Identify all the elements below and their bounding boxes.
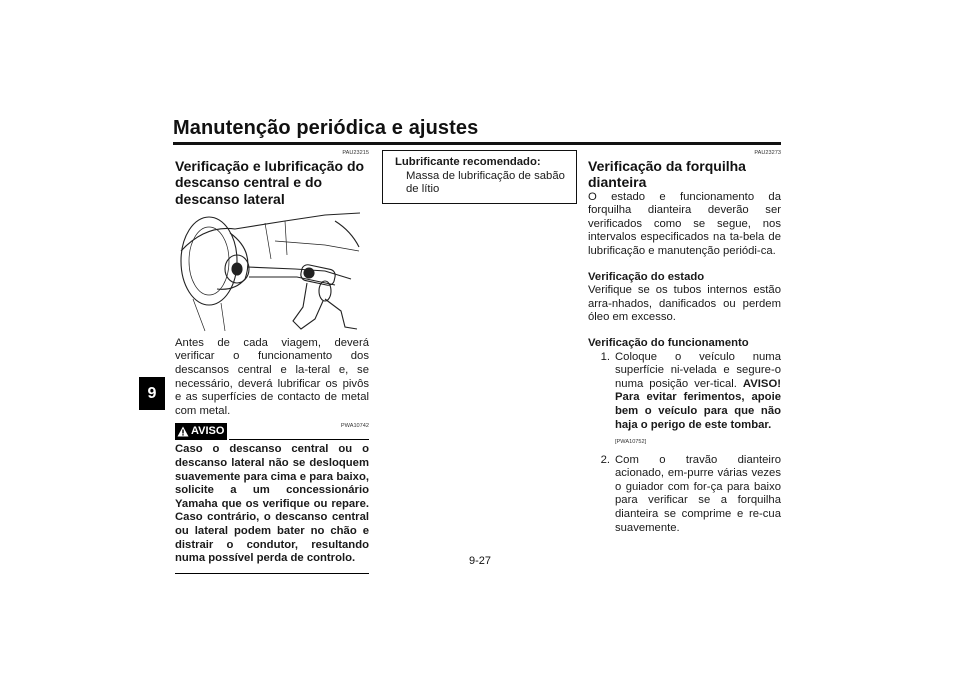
rear-wheel-drawing [181,217,237,305]
step-number: 2. [600,453,610,466]
section-heading-stands: Verificação e lubrificação do descanso central e do descanso lateral [175,158,365,207]
section-ref-code: PAU23215 [342,150,369,156]
list-item [588,351,781,450]
aviso-badge [175,423,227,440]
state-check-text: Verifique se os tubos internos estão arra-nhados, danificados ou perdem óleo em excesso. [588,284,781,324]
lubricant-value: Massa de lubrificação de sabão de lítio [406,169,565,196]
right-column [588,150,781,535]
page-title: Manutenção periódica e ajustes [173,117,479,139]
aviso-label: AVISO [191,425,225,438]
stands-body-text: Antes de cada viagem, deverá verificar o funcionamento dos descansos central e la-teral e, se necessário, deverá lubrificar os pivôs e as superfícies de contacto de metal com metal. [175,336,369,417]
section-heading-fork: Verificação da forquilha dianteira [588,158,746,191]
left-column [175,150,369,574]
step-text: Com o travão dianteiro acionado, em-purre várias vezes o guiador com for-ça para baixo para verificar se a forquilha dianteira se comprime e re-cua suavemente. [615,453,781,534]
chapter-tab: 9 [139,377,165,410]
lubricant-box [382,150,577,204]
middle-column [382,150,577,204]
list-item [588,454,781,536]
warning-ref-code: PWA10742 [340,423,369,430]
warning-rule [229,439,369,440]
step-number: 1. [600,350,610,363]
stand-lubrication-figure [175,211,360,337]
warning-end-rule [175,573,369,574]
operation-steps [588,351,781,536]
page-number: 9-27 [468,555,492,567]
fork-intro-text: O estado e funcionamento da forquilha dianteira deverão ser verificados como se segue, nos intervalos especificados na ta-bela de lubrificação e manutenção periódi-ca. [588,190,781,257]
state-check-title: Verificação do estado [588,270,705,283]
fork-ref-code: PAU23273 [754,150,781,156]
warning-text: Caso o descanso central ou o descanso lateral não se desloquem suavemente para cima e para baixo, solicite a um concessionário Yamaha que os verifique ou repare. Caso contrário, o descanso central ou lateral podem bater no chão e distrair o condutor, resultando numa possível perda de controlo. [175,443,369,565]
lubricant-title: Lubrificante recomendado: [395,156,541,168]
header-rule [173,142,781,145]
operation-check-title: Verificação do funcionamento [588,336,749,349]
step-warning-text: AVISO! Para evitar ferimentos, apoie bem o veículo para que não haja o perigo de este tombar. [615,377,781,431]
step-ref-code: [PWA10752] [615,439,647,446]
warning-triangle-icon [177,426,189,437]
step-text: Coloque o veículo numa superfície ni-velada e segure-o numa posição ver-tical. [615,350,781,390]
